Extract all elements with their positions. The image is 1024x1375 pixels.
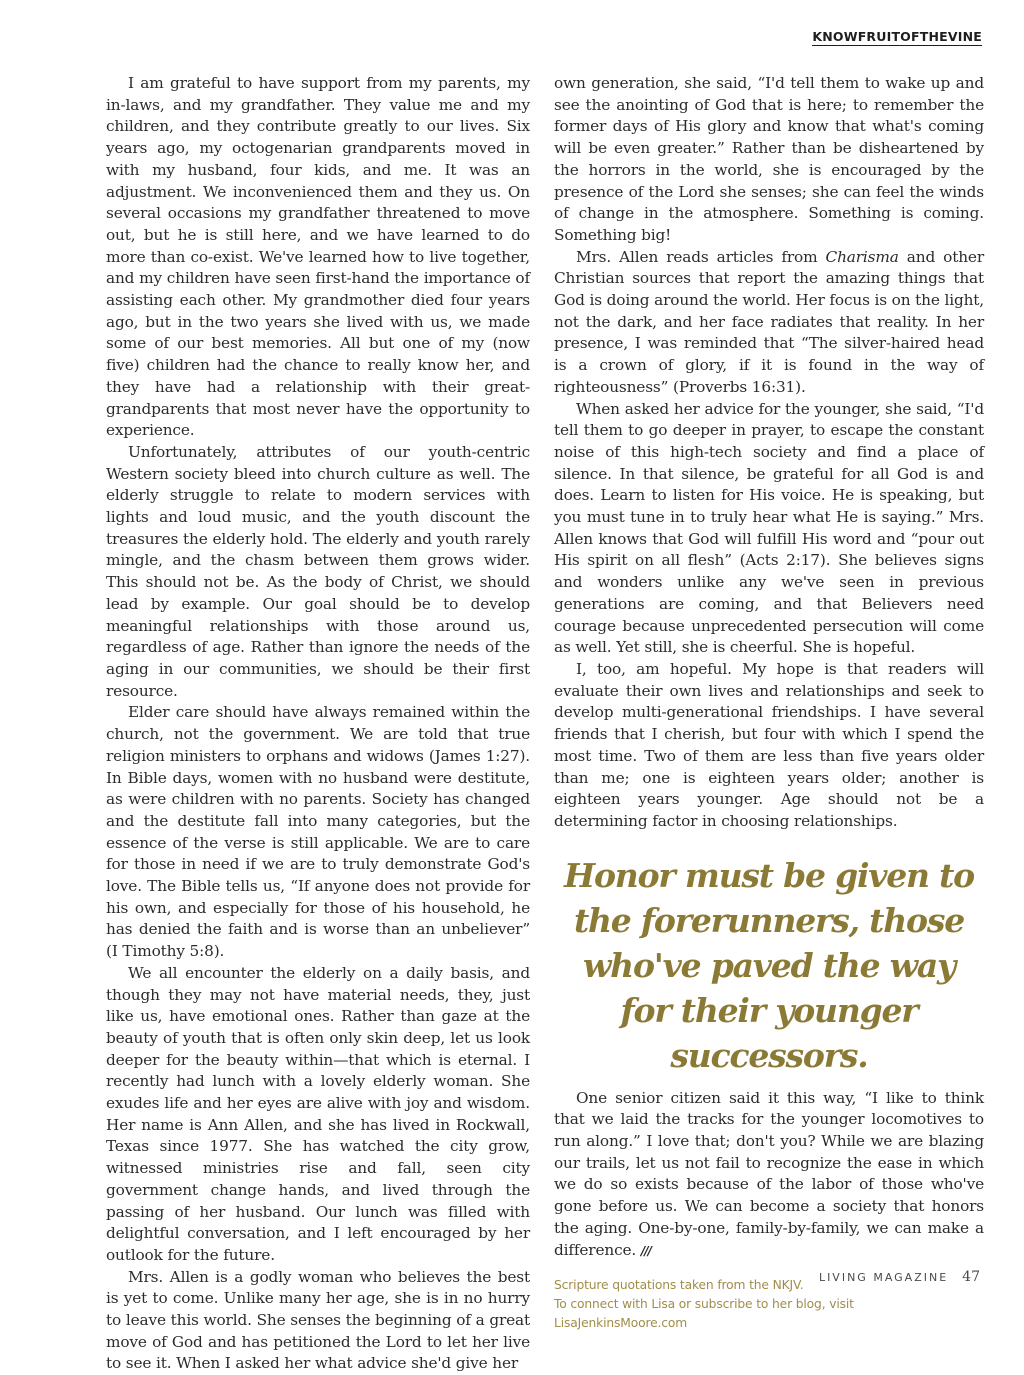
- text-run: Mrs. Allen reads articles from: [576, 247, 826, 266]
- section-header-tag: KNOWFRUITOFTHEVINE: [812, 29, 982, 44]
- article-paragraph: own generation, she said, “I'd tell them to wake up and see the anointing of God that is here; to remember the former days of His glory and know that what's coming will be even greater.” Rather than be disheartened by the horrors in the world, she is encouraged by the presence of the Lord she senses; she can feel the winds of change in the atmosphere. Something is coming. Something big!: [554, 74, 984, 244]
- end-mark-icon: ///: [640, 1243, 651, 1258]
- scripture-credit: Scripture quotations taken from the NKJV.: [554, 1278, 804, 1293]
- author-website-link[interactable]: LisaJenkinsMoore.com: [554, 1316, 688, 1331]
- article-paragraph: I am grateful to have support from my parents, my in-laws, and my grandfather. They value me and my children, and they contribute greatly to our lives. Six years ago, my octogenarian grandparents moved in with my husband, four kids, and me. It was an adjustment. We inconvenienced them and they us. On several occasions my grandfather threatened to move out, but he is still here, and we have learned to do more than co-exist. We've learned how to live together, and my children have seen first-hand the importance of assisting each other. My grandmother died four years ago, but in the two years she lived with us, we made some of our best memories. All but one of my (now five) children had the chance to really know her, and they have had a relationship with their great-grandparents that most never have the opportunity to experience.: [106, 74, 530, 440]
- article-column-right: [554, 73, 984, 1333]
- article-paragraph: We all encounter the elderly on a daily basis, and though they may not have material needs, they, just like us, have emotional ones. Rather than gaze at the beauty of youth that is often only skin deep, let us look deeper for the beauty within—that which is eternal. I recently had lunch with a lovely elderly woman. She exudes life and her eyes are alive with joy and wisdom. Her name is Ann Allen, and she has lived in Rockwall, Texas since 1977. She has watched the city grow, witnessed ministries rise and fall, seen city government change hands, and lived through the passing of her husband. Our lunch was filled with delightful conversation, and I left encouraged by her outlook for the future.: [106, 963, 530, 1264]
- text-run: and other Christian sources that report the amazing things that God is doing around the world. Her focus is on the light, not the dark, and her face radiates that reality. In her presence, I was reminded that “The silver-haired head is a crown of glory, if it is found in the way of righteousness” (Proverbs 16:31).: [554, 247, 984, 396]
- article-paragraph: When asked her advice for the younger, she said, “I'd tell them to go deeper in prayer, to escape the constant noise of this high-tech society and find a place of silence. In that silence, be grateful for all God is and does. Learn to listen for His voice. He is speaking, but you must tune in to truly hear what He is saying.” Mrs. Allen knows that God will fulfill His word and “pour out His spirit on all flesh” (Acts 2:17). She believes signs and wonders unlike any we've seen in previous generations are coming, and that Believers need courage because unprecedented persecution will come as well. Yet still, she is cheerful. She is hopeful.: [554, 399, 984, 657]
- article-paragraph: Elder care should have always remained within the church, not the government. We are told that true religion ministers to orphans and widows (James 1:27). In Bible days, women with no husband were destitute, as were children with no parents. Society has changed and the destitute fall into many categories, but the essence of the verse is still applicable. We are to care for those in need if we are to truly demonstrate God's love. The Bible tells us, “If anyone does not provide for his own, and especially for those of his household, he has denied the faith and is worse than an unbeliever” (I Timothy 5:8).: [106, 703, 530, 961]
- article-paragraph: Unfortunately, attributes of our youth-centric Western society bleed into church culture as well. The elderly struggle to relate to modern services with lights and loud music, and the youth discount the treasures the elderly hold. The elderly and youth rarely mingle, and the chasm between them grows wider. This should not be. As the body of Christ, we should lead by example. Our goal should be to develop meaningful relationships with those around us, regardless of age. Rather than ignore the needs of the aging in our communities, we should be their first resource.: [106, 442, 530, 700]
- magazine-name: LIVING MAGAZINE: [818, 1271, 949, 1284]
- article-paragraph: Mrs. Allen is a godly woman who believes the best is yet to come. Unlike many her age, she is in no hurry to leave this world. She senses the beginning of a great move of God and has petitioned the Lord to let her live to see it. When I asked her what advice she'd give her: [106, 1267, 530, 1373]
- pull-quote: Honor must be given to the forerunners, those who've paved the way for their younger successors.: [564, 855, 974, 1075]
- page-footer: [819, 1266, 980, 1285]
- article-paragraph-charisma: [554, 247, 984, 399]
- page-number: 47: [962, 1269, 980, 1285]
- closing-text: One senior citizen said it this way, “I like to think that we laid the tracks for the younger locomotives to run along.” I love that; don't you? While we are blazing our trails, let us not fail to recognize the ease in which we do so exists because of the labor of those who've gone before us. We can become a society that honors the aging. One-by-one, family-by-family, we can make a difference.: [554, 1088, 984, 1259]
- article-paragraph: I, too, am hopeful. My hope is that readers will evaluate their own lives and relationships and seek to develop multi-generational friendships. I have several friends that I cherish, but four with which I spend the most time. Two of them are less than five years older than me; one is eighteen years older; another is eighteen years younger. Age should not be a determining factor in choosing relationships.: [554, 659, 984, 830]
- closing-paragraph: [554, 1088, 984, 1263]
- contact-line: To connect with Lisa or subscribe to her blog, visit: [554, 1297, 854, 1312]
- article-column-left: [106, 73, 530, 1375]
- publication-title: Charisma: [825, 247, 899, 266]
